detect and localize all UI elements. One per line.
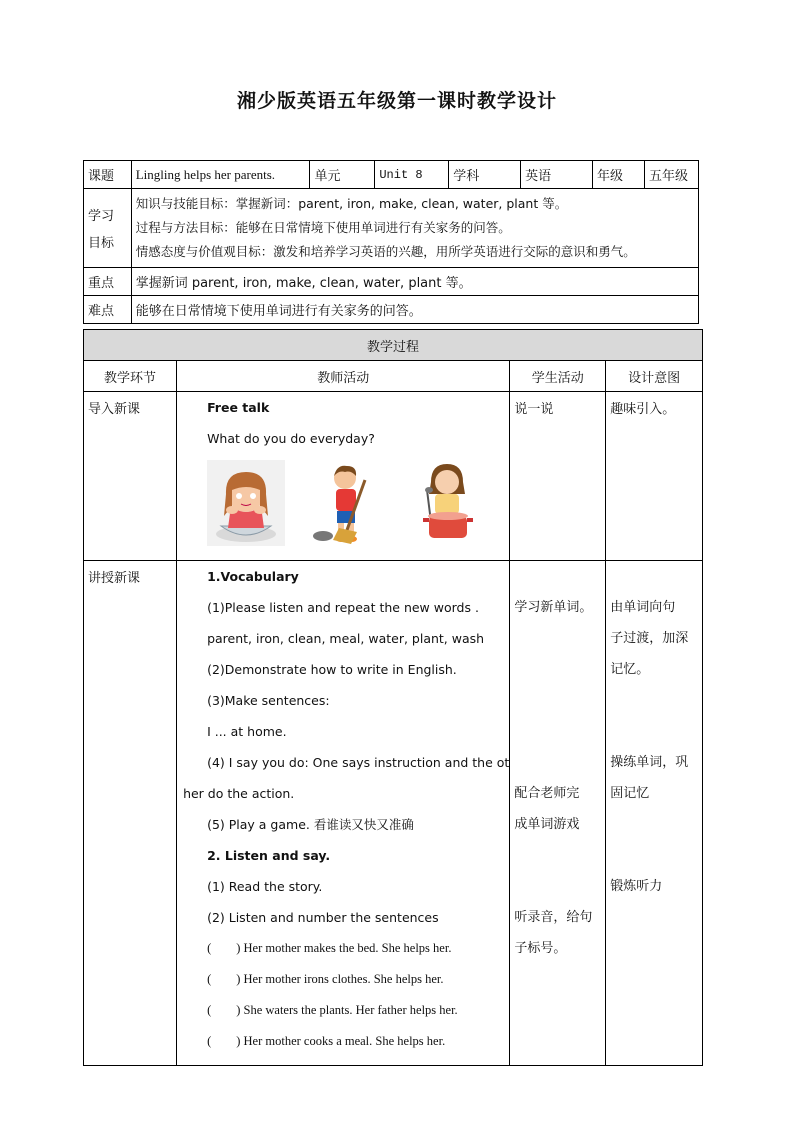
key-point-row bbox=[84, 268, 699, 296]
new-lesson-purpose bbox=[606, 561, 703, 1066]
subject-value: 英语 bbox=[521, 161, 593, 189]
difficulty-row bbox=[84, 296, 699, 324]
col-phase: 教学环节 bbox=[84, 361, 177, 392]
process-column-headers bbox=[84, 361, 703, 392]
purpose-2b: 固记忆 bbox=[610, 786, 650, 801]
grade-label: 年级 bbox=[593, 161, 645, 189]
subject-label: 学科 bbox=[449, 161, 521, 189]
new-lesson-teacher bbox=[177, 561, 510, 1066]
key-point-label: 重点 bbox=[84, 268, 132, 296]
intro-student: 说一说 bbox=[510, 392, 606, 561]
student-activity-2a: 配合老师完 bbox=[514, 786, 580, 801]
goals-row bbox=[84, 189, 699, 268]
listen-title: 2. Listen and say. bbox=[207, 848, 331, 863]
student-activity-2b: 成单词游戏 bbox=[514, 817, 580, 832]
purpose-1c: 记忆。 bbox=[610, 662, 650, 677]
purpose-1b: 子过渡，加深 bbox=[610, 631, 689, 646]
purpose-2a: 操练单词，巩 bbox=[610, 755, 689, 770]
new-lesson-row bbox=[84, 561, 703, 1066]
free-talk-title: Free talk bbox=[207, 400, 270, 415]
vocabulary-title: 1.Vocabulary bbox=[207, 569, 299, 584]
grade-value: 五年级 bbox=[644, 161, 698, 189]
vocab-step-5: (5) Play a game. 看谁读又快又准确 bbox=[207, 817, 414, 832]
vocab-step-2: (2)Demonstrate how to write in English. bbox=[207, 662, 457, 677]
unit-value: Unit 8 bbox=[375, 161, 449, 189]
goal-knowledge: 知识与技能目标：掌握新词：parent, iron, make, clean, water, plant 等。 bbox=[135, 196, 568, 211]
listen-number: (2) Listen and number the sentences bbox=[207, 910, 439, 925]
intro-purpose: 趣味引入。 bbox=[606, 392, 703, 561]
new-lesson-student bbox=[510, 561, 606, 1066]
intro-row bbox=[84, 392, 703, 561]
goals-label-line-1: 学习 bbox=[88, 209, 115, 224]
key-point-value: 掌握新词 parent, iron, make, clean, water, plant 等。 bbox=[131, 268, 698, 296]
process-header: 教学过程 bbox=[84, 330, 703, 361]
col-purpose: 设计意图 bbox=[606, 361, 703, 392]
purpose-3: 锻炼听力 bbox=[610, 879, 663, 894]
vocab-step-3: (3)Make sentences: bbox=[207, 693, 330, 708]
difficulty-value: 能够在日常情境下使用单词进行有关家务的问答。 bbox=[131, 296, 698, 324]
vocab-step-3-example: I ... at home. bbox=[207, 724, 287, 739]
lesson-value: Lingling helps her parents. bbox=[131, 161, 310, 189]
student-activity-3a: 听录音，给句 bbox=[514, 910, 593, 925]
col-teacher: 教师活动 bbox=[177, 361, 510, 392]
purpose-1a: 由单词向句 bbox=[610, 600, 676, 615]
boy-sweeping-image bbox=[307, 460, 385, 546]
goal-attitude: 情感态度与价值观目标：激发和培养学习英语的兴趣，用所学英语进行交际的意识和勇气。 bbox=[135, 244, 636, 259]
lesson-label: 课题 bbox=[84, 161, 132, 189]
listen-sentence: ( ) She waters the plants. Her father helps her. bbox=[207, 1003, 458, 1017]
goals-label bbox=[84, 189, 132, 268]
lesson-info-table bbox=[83, 160, 699, 324]
goal-method: 过程与方法目标：能够在日常情境下使用单词进行有关家务的问答。 bbox=[135, 220, 511, 235]
student-activity-3b: 子标号。 bbox=[514, 941, 567, 956]
vocab-step-4a: (4) I say you do: One says instruction and the ot bbox=[207, 755, 510, 770]
listen-read: (1) Read the story. bbox=[207, 879, 323, 894]
intro-teacher bbox=[177, 392, 510, 561]
goals-content bbox=[131, 189, 698, 268]
goals-label-line-2: 目标 bbox=[88, 236, 115, 251]
teaching-process-table bbox=[83, 329, 703, 1066]
chores-illustrations bbox=[177, 460, 509, 546]
listen-sentence: ( ) Her mother cooks a meal. She helps her. bbox=[207, 1034, 446, 1048]
vocab-step-1: (1)Please listen and repeat the new words . bbox=[207, 600, 479, 615]
listen-sentence: ( ) Her mother makes the bed. She helps her. bbox=[207, 941, 452, 955]
girl-washing-face-image bbox=[207, 460, 285, 546]
lesson-row bbox=[84, 161, 699, 189]
listen-sentence: ( ) Her mother irons clothes. She helps her. bbox=[207, 972, 444, 986]
vocab-step-4b: her do the action. bbox=[183, 786, 295, 801]
col-student: 学生活动 bbox=[510, 361, 606, 392]
free-talk-question: What do you do everyday? bbox=[207, 431, 375, 446]
intro-phase: 导入新课 bbox=[84, 392, 177, 561]
new-lesson-phase: 讲授新课 bbox=[84, 561, 177, 1066]
page-title: 湘少版英语五年级第一课时教学设计 bbox=[236, 90, 557, 112]
student-activity-1: 学习新单词。 bbox=[514, 600, 593, 615]
mother-cooking-image bbox=[407, 460, 485, 546]
vocab-words: parent, iron, clean, meal, water, plant, wash bbox=[207, 631, 485, 646]
unit-label: 单元 bbox=[310, 161, 375, 189]
difficulty-label: 难点 bbox=[84, 296, 132, 324]
